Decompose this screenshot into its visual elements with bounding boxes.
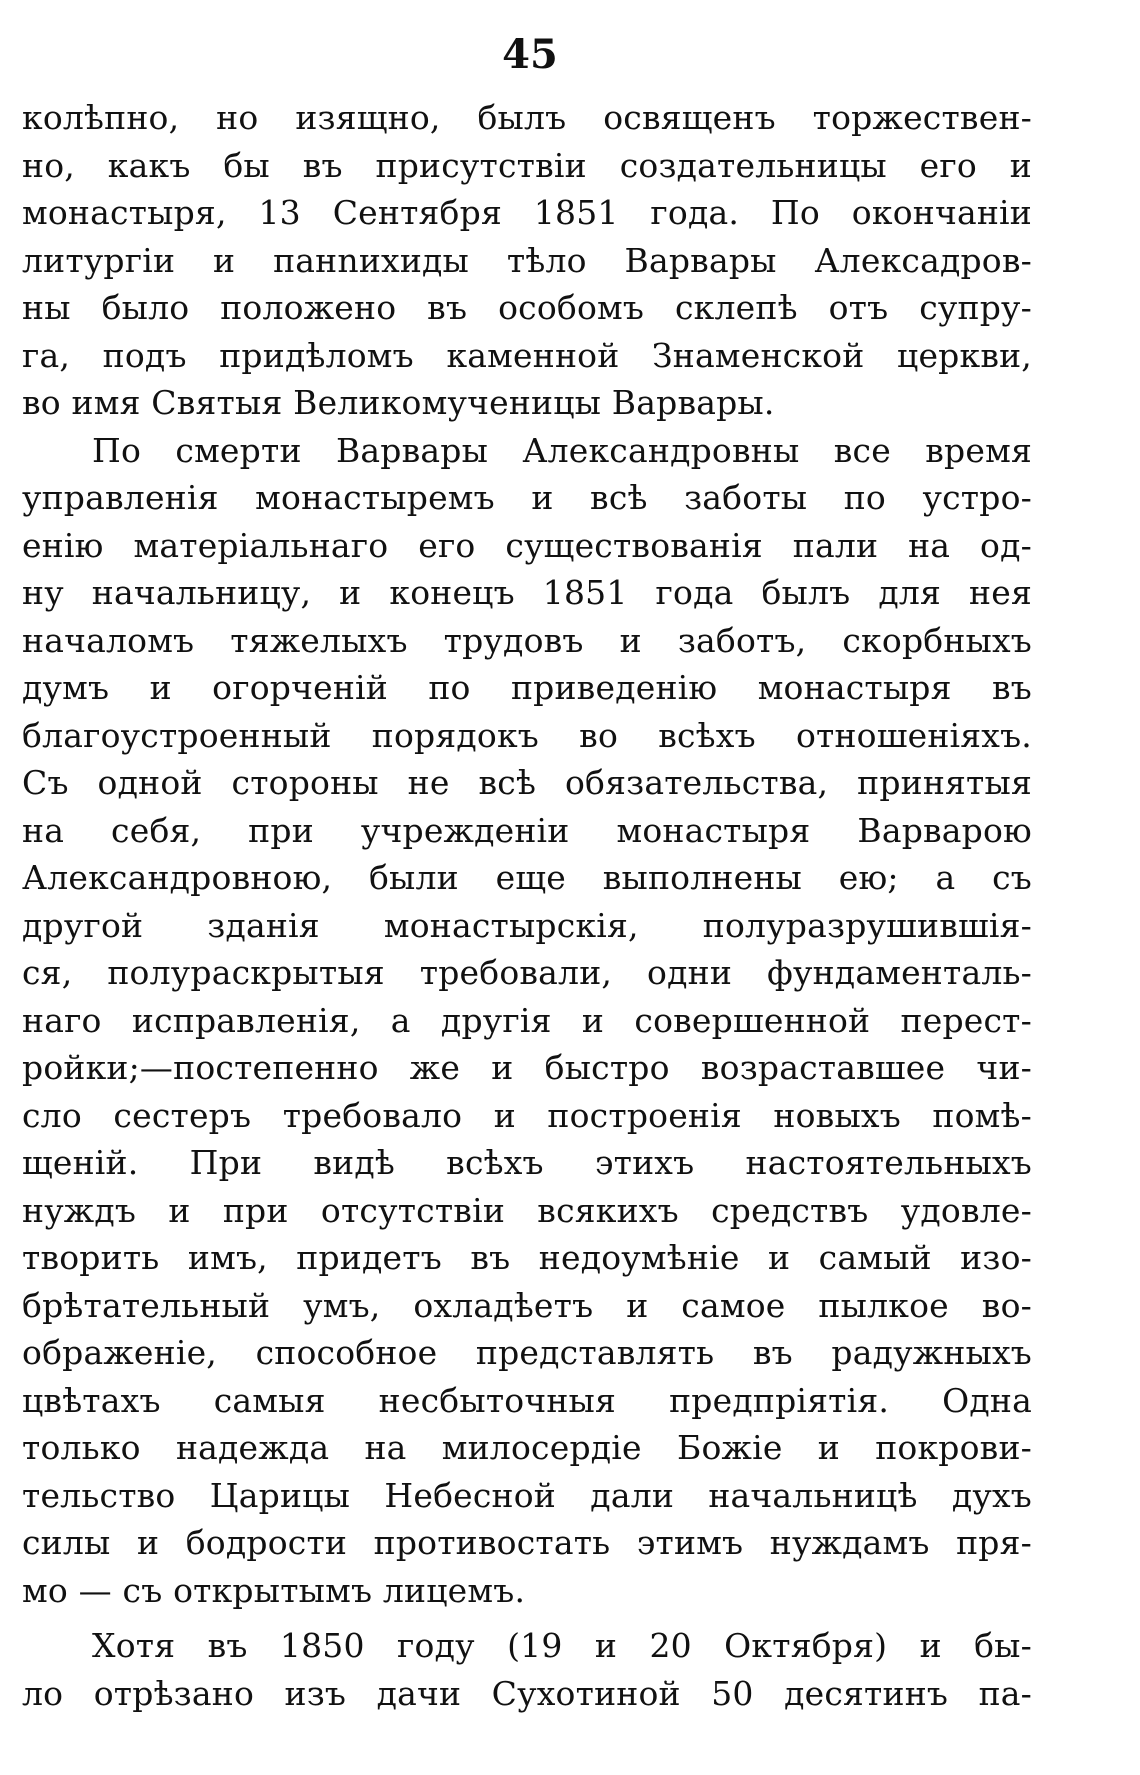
text-line: ну начальницу, и конецъ 1851 года былъ для нея — [22, 573, 1032, 612]
text-line: монастыря, 13 Сентября 1851 года. По окончаніи — [22, 193, 1032, 232]
text-line: на себя, при учрежденіи монастыря Варварою — [22, 810, 1032, 850]
text-line: ся, полураскрытыя требовали, одни фундаменталь- — [22, 953, 1032, 992]
text-line: цвѣтахъ самыя несбыточныя предпріятія. Одна — [22, 1380, 1032, 1420]
text-line: га, подъ придѣломъ каменной Знаменской церкви, — [22, 335, 1032, 375]
text-line: во имя Святыя Великомученицы Варвары. — [22, 383, 775, 422]
text-line: колѣпно, но изящно, былъ освященъ торжествен- — [22, 98, 1032, 137]
text-line: брѣтательный умъ, охладѣетъ и самое пылкое во- — [22, 1285, 1032, 1325]
paragraph-first-line: По смерти Варвары Александровны все время — [92, 430, 1032, 470]
text-line: другой зданія монастырскія, полуразрушившія- — [22, 905, 1032, 945]
text-line: управленія монастыремъ и всѣ заботы по устро- — [22, 478, 1032, 517]
page-text — [22, 94, 1032, 1717]
text-line: нуждъ и при отсутствіи всякихъ средствъ удовле- — [22, 1190, 1032, 1230]
text-line: мо — съ открытымъ лицемъ. — [22, 1570, 526, 1610]
text-line: силы и бодрости противостать этимъ нуждамъ пря- — [22, 1523, 1032, 1562]
text-line: щеній. При видѣ всѣхъ этихъ настоятельныхъ — [22, 1143, 1032, 1182]
text-line: Александровною, были еще выполнены ею; а съ — [22, 858, 1032, 897]
text-line: Съ одной стороны не всѣ обязательства, принятыя — [22, 763, 1032, 802]
text-line: наго исправленія, а другія и совершенной перест- — [22, 1000, 1032, 1040]
text-line: ло отрѣзано изъ дачи Сухотиной 50 десятинъ па- — [22, 1673, 1032, 1713]
text-line: но, какъ бы въ присутствіи создательницы его и — [22, 145, 1032, 185]
text-line: сло сестеръ требовало и построенія новыхъ помѣ- — [22, 1095, 1032, 1135]
paragraph-first-line: Хотя въ 1850 году (19 и 20 Октября) и бы- — [92, 1626, 1032, 1665]
text-line: думъ и огорченій по приведенію монастыря въ — [22, 668, 1032, 707]
text-line: литургіи и панnихиды тѣло Варвары Алексадров- — [22, 240, 1032, 280]
text-line: тельство Царицы Небесной дали начальницѣ духъ — [22, 1475, 1032, 1515]
text-line: ображеніе, способное представлять въ радужныхъ — [22, 1333, 1032, 1372]
text-line: благоустроенный порядокъ во всѣхъ отношеніяхъ. — [22, 715, 1032, 755]
text-line: ройки;—постепенно же и быстро возраставшее чи- — [22, 1048, 1032, 1087]
text-line: только надежда на милосердіе Божіе и покрови- — [22, 1428, 1032, 1467]
text-line: творить имъ, придетъ въ недоумѣніе и самый изо- — [22, 1238, 1032, 1277]
text-line: ны было положено въ особомъ склепѣ отъ супру- — [22, 288, 1032, 327]
text-line: началомъ тяжелыхъ трудовъ и заботъ, скорбныхъ — [22, 620, 1032, 660]
page-number: 45 — [502, 31, 558, 78]
text-line: енію матеріальнаго его существованія пали на од- — [22, 525, 1032, 565]
